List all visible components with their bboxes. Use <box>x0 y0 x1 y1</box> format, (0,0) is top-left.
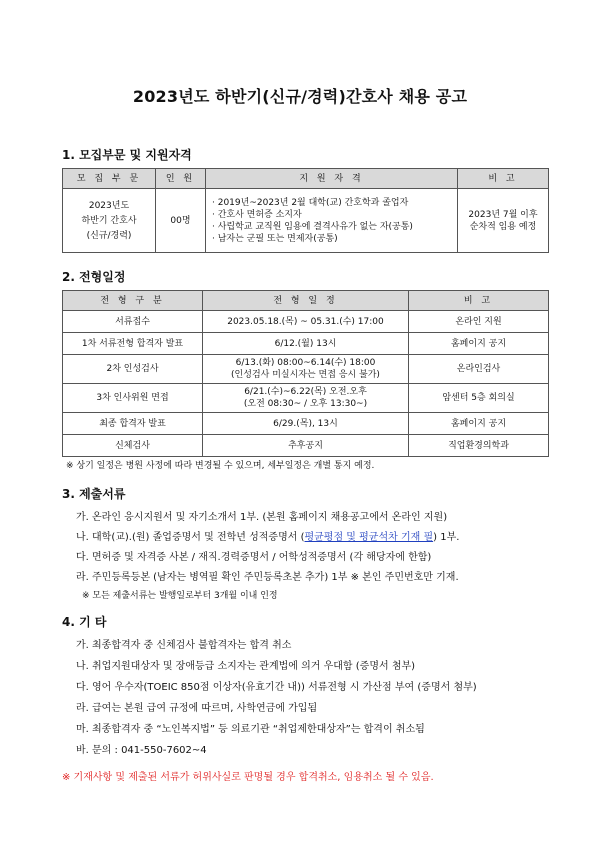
header-remark2: 비 고 <box>409 291 549 311</box>
table-row: 최종 합격자 발표 6/29.(목), 13시 홈페이지 공지 <box>63 413 549 435</box>
remark-cell: 2023년 7월 이후 순차적 임용 예정 <box>458 189 549 253</box>
schedule-note: ※ 상기 일정은 병원 사정에 따라 변경될 수 있으며, 세부일정은 개별 통지 예정. <box>66 461 375 471</box>
table-row: 2차 인성검사 6/13.(화) 08:00~6.14(수) 18:00 (인성검사 미실시자는 면접 응시 불가) 온라인검사 <box>63 355 549 384</box>
table-row: 서류접수 2023.05.18.(목) ~ 05.31.(수) 17:00 온라인 지원 <box>63 311 549 333</box>
count-cell: 00명 <box>156 189 206 253</box>
table-row: 신체검사 추후공지 직업환경의학과 <box>63 435 549 457</box>
schedule-table <box>62 290 549 457</box>
etc-item: 가. 최종합격자 중 신체검사 불합격자는 합격 취소 <box>76 640 292 651</box>
etc-item: 마. 최종합격자 중 “노인복지법” 등 의료기관 “취업제한대상자”는 합격이 취소됨 <box>76 724 425 735</box>
header-remark: 비 고 <box>458 169 549 189</box>
doc-item-da: 다. 면허증 및 자격증 사본 / 재직.경력증명서 / 어학성적증명서 (각 해당자에 한함) <box>76 552 432 563</box>
section1-heading: 1. 모집부문 및 지원자격 <box>62 148 192 162</box>
section4-heading: 4. 기 타 <box>62 615 107 629</box>
qualification-cell: · 2019년~2023년 2월 대학(교) 간호학과 졸업자 · 간호사 면허증 소지자 · 사립학교 교직원 임용에 결격사유가 없는 자(공통) · 남자는 군필 또는 면제자(공통) <box>206 189 458 253</box>
doc-note: ※ 모든 제출서류는 발행일로부터 3개월 이내 인정 <box>82 591 278 601</box>
table-row: 3차 인사위원 면접 6/21.(수)~6.22(목) 오전.오후 (오전 08:30~ / 오후 13:30~) 암센터 5층 회의실 <box>63 384 549 413</box>
header-stage: 전 형 구 분 <box>63 291 203 311</box>
etc-item: 나. 취업지원대상자 및 장애등급 소지자는 관계법에 의거 우대함 (증명서 첨부) <box>76 661 416 672</box>
header-count: 인 원 <box>156 169 206 189</box>
section3-heading: 3. 제출서류 <box>62 487 126 501</box>
header-field: 모 집 부 문 <box>63 169 156 189</box>
warning-text: ※ 기재사항 및 제출된 서류가 허위사실로 판명될 경우 합격취소, 임용취소 될 수 있음. <box>62 772 434 783</box>
emphasis-link: 평균평점 및 평균석차 기재 필 <box>304 532 434 543</box>
etc-item: 바. 문의 : 041-550-7602~4 <box>76 745 207 756</box>
page-title: 2023년도 하반기(신규/경력)간호사 채용 공고 <box>132 87 468 106</box>
table-row: 1차 서류전형 합격자 발표 6/12.(월) 13시 홈페이지 공지 <box>63 333 549 355</box>
header-qualification: 지 원 자 격 <box>206 169 458 189</box>
field-cell: 2023년도 하반기 간호사 (신규/경력) <box>63 189 156 253</box>
section2-heading: 2. 전형일정 <box>62 270 126 284</box>
header-schedule: 전 형 일 정 <box>203 291 409 311</box>
recruitment-table <box>62 168 549 253</box>
etc-item: 라. 급여는 본원 급여 규정에 따르며, 사학연금에 가입됨 <box>76 703 318 714</box>
doc-item-ra: 라. 주민등록등본 (남자는 병역필 확인 주민등록초본 추가) 1부 ※ 본인 주민번호만 기재. <box>76 572 459 583</box>
etc-item: 다. 영어 우수자(TOEIC 850점 이상자(유효기간 내)) 서류전형 시 가산점 부여 (증명서 첨부) <box>76 682 477 693</box>
doc-item-ga: 가. 온라인 응시지원서 및 자기소개서 1부. (본원 홈페이지 채용공고에서 온라인 지원) <box>76 512 448 523</box>
doc-item-na: 나. 대학(교).(원) 졸업증명서 및 전학년 성적증명서 (평균평점 및 평균석차 기재 필) 1부. <box>76 532 460 543</box>
